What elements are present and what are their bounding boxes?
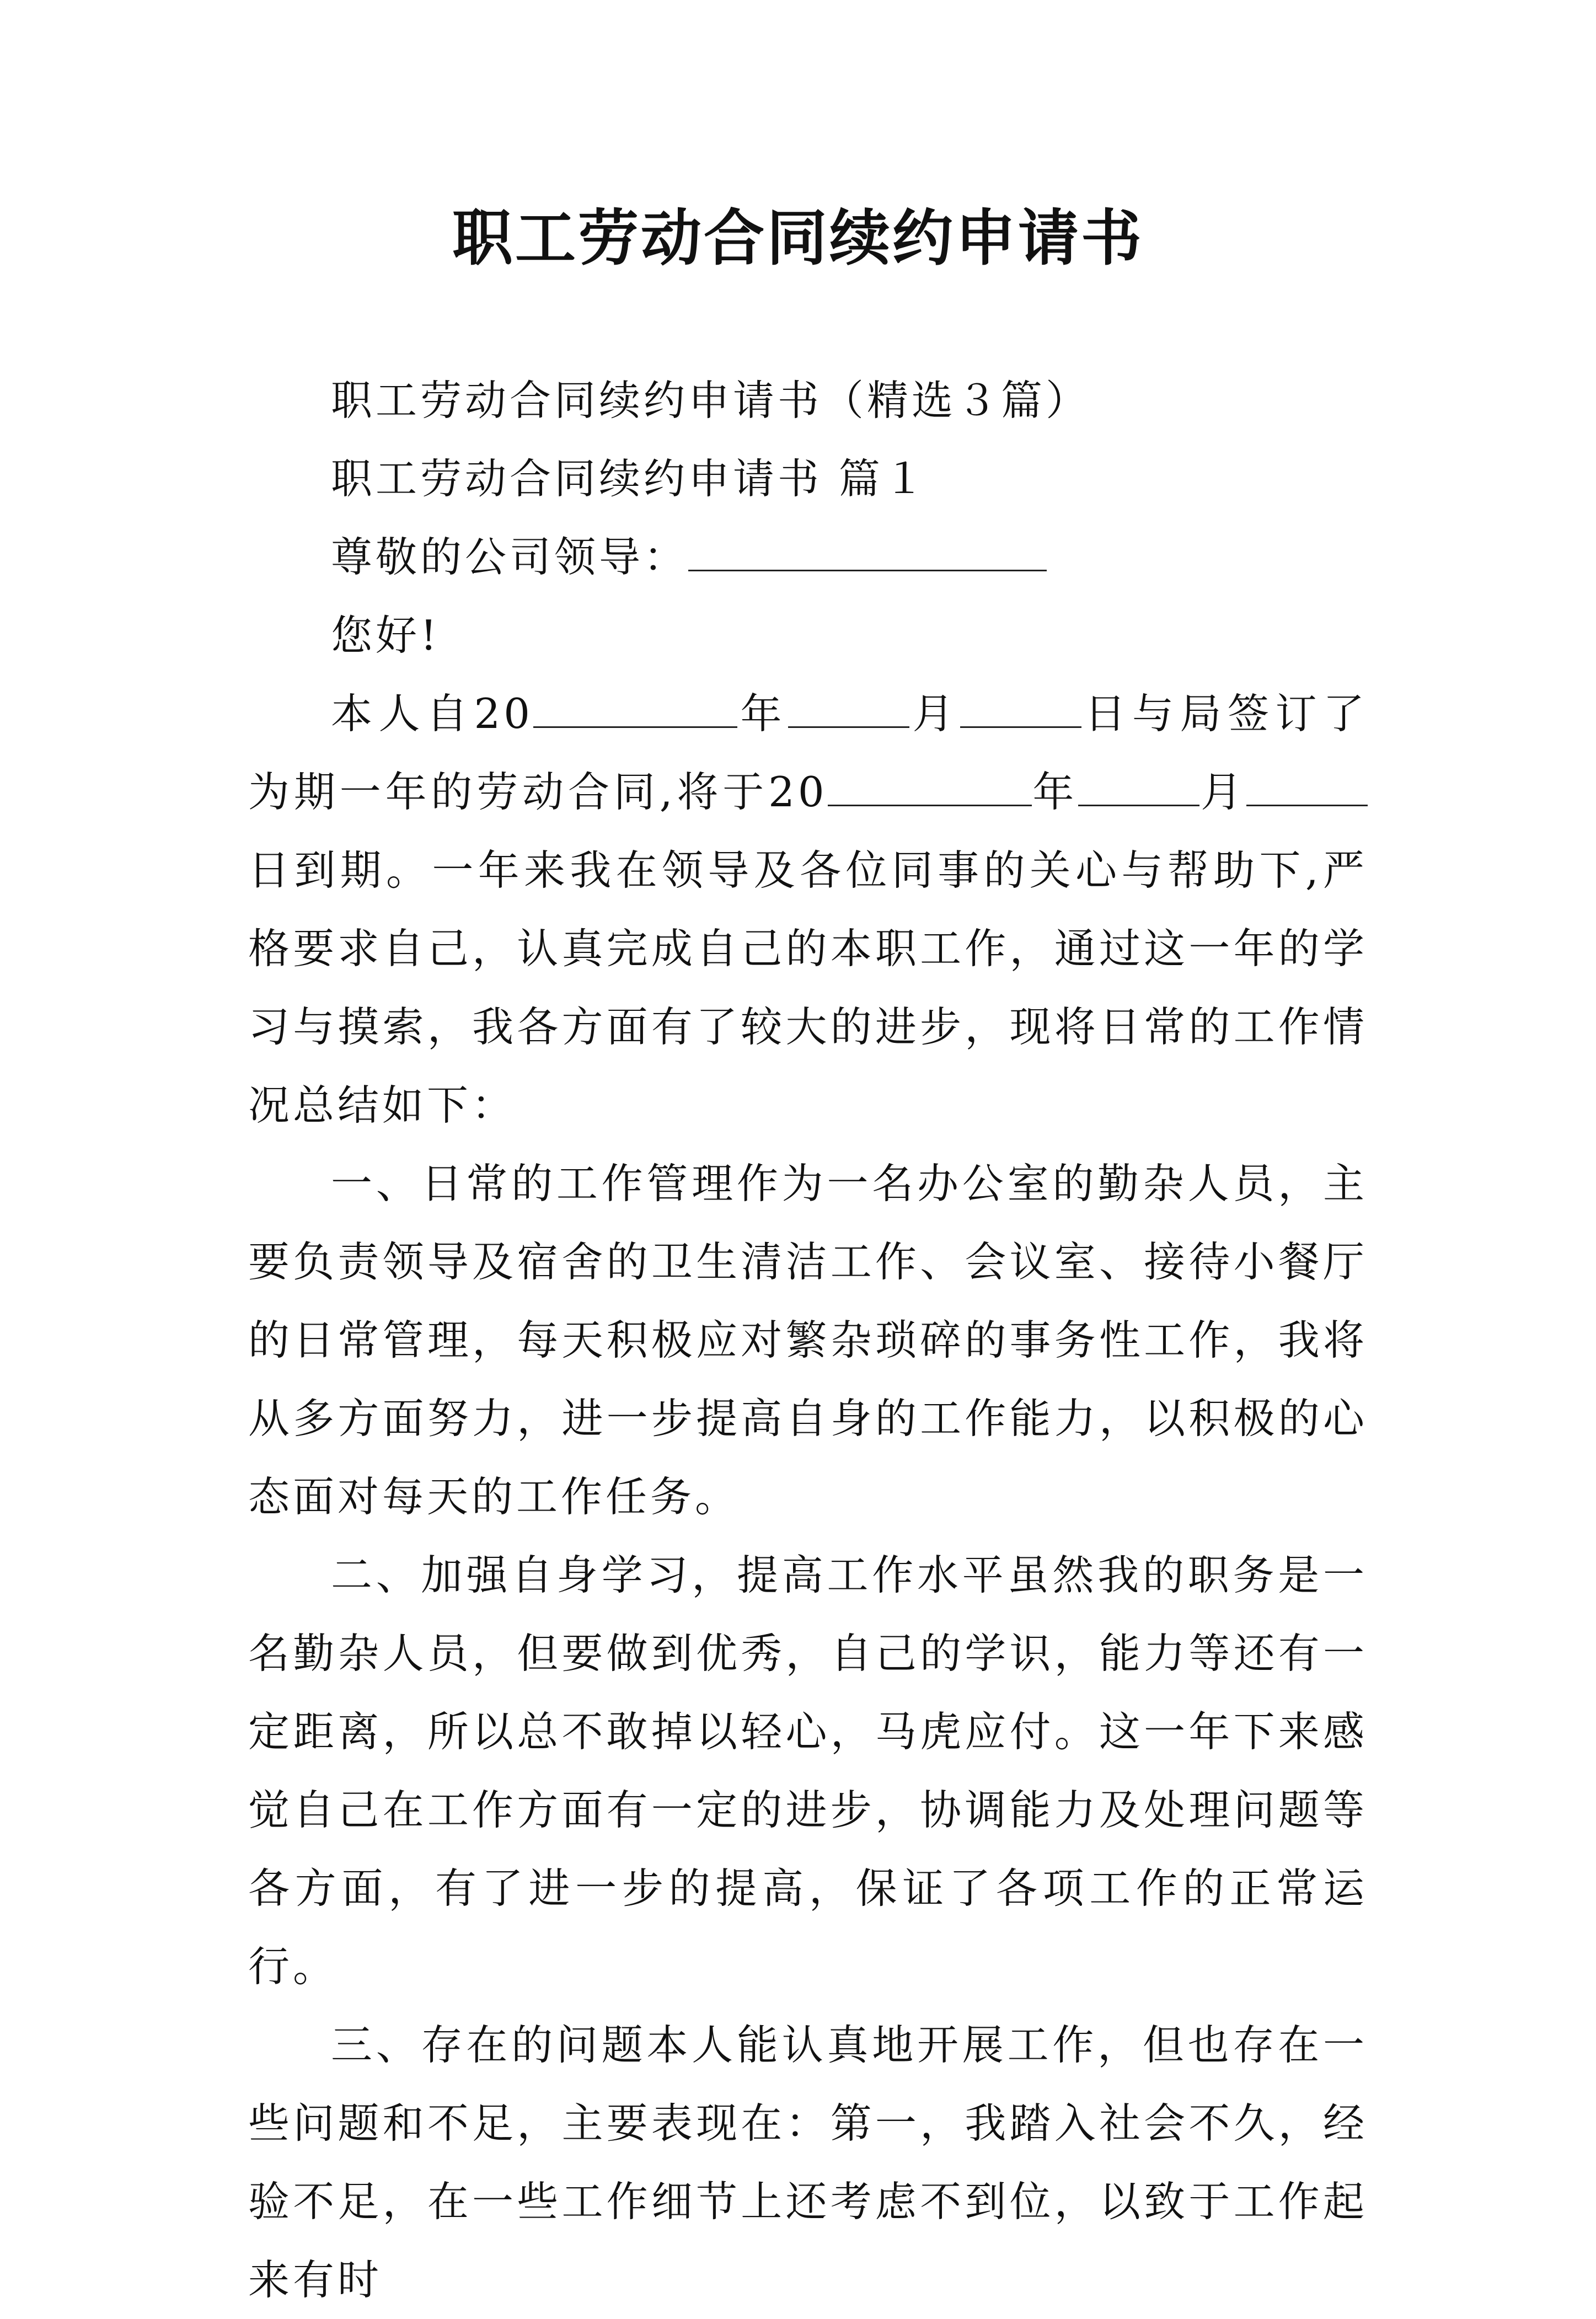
p1-text-e: 年 <box>1031 768 1079 816</box>
start-year-blank <box>533 687 737 728</box>
paragraph-daily-management: 一、日常的工作管理作为一名办公室的勤杂人员，主要负责领导及宿舍的卫生清洁工作、会议室、接待小餐厅的日常管理，每天积极应对繁杂琐碎的事务性工作，我将从多方面努力，进一步提高自身的工作能力，以积极的心态面对每天的工作任务。 <box>248 1159 1368 1521</box>
salutation-text: 尊敬的公司领导： <box>331 533 689 581</box>
paragraph-self-study: 二、加强自身学习，提高工作水平虽然我的职务是一名勤杂人员，但要做到优秀，自己的学识，能力等还有一定距离，所以总不敢掉以轻心，马虎应付。这一年下来感觉自己在工作方面有一定的进步，协调能力及处理问题等各方面，有了进一步的提高，保证了各项工作的正常运行。 <box>248 1551 1368 1991</box>
paragraph-contract-dates <box>248 674 1368 1144</box>
document-body <box>248 361 1368 2319</box>
p1-text-c: 月 <box>909 689 960 738</box>
p1-text-g: 日到期。一年来我在领导及各位同事的关心与帮助下,严格要求自己，认真完成自己的本职工作，通过这一年的学习与摸索，我各方面有了较大的进步，现将日常的工作情况总结如下： <box>248 846 1368 1129</box>
p1-text-a: 本人自20 <box>331 689 533 738</box>
section-heading: 职工劳动合同续约申请书 篇１ <box>331 454 928 503</box>
end-year-blank <box>828 765 1032 806</box>
start-month-blank <box>788 687 909 728</box>
salutation-line <box>248 518 1368 596</box>
end-month-blank <box>1078 765 1199 806</box>
p1-text-d: 日与局签订了为期一年的劳动合同,将于20 <box>248 689 1368 816</box>
start-day-blank <box>960 687 1081 728</box>
p1-text-f: 月 <box>1199 768 1246 816</box>
end-day-blank <box>1246 765 1368 806</box>
p1-text-b: 年 <box>737 689 788 738</box>
subtitle-line: 职工劳动合同续约申请书（精选３篇） <box>331 376 1091 425</box>
greeting-line: 您好! <box>331 611 441 660</box>
paragraph-problems: 三、存在的问题本人能认真地开展工作，但也存在一些问题和不足，主要表现在：第一，我踏入社会不久，经验不足，在一些工作细节上还考虑不到位，以致于工作起来有时 <box>248 2021 1368 2304</box>
document-title: 职工劳动合同续约申请书 <box>452 202 1144 274</box>
recipient-blank <box>688 531 1047 571</box>
